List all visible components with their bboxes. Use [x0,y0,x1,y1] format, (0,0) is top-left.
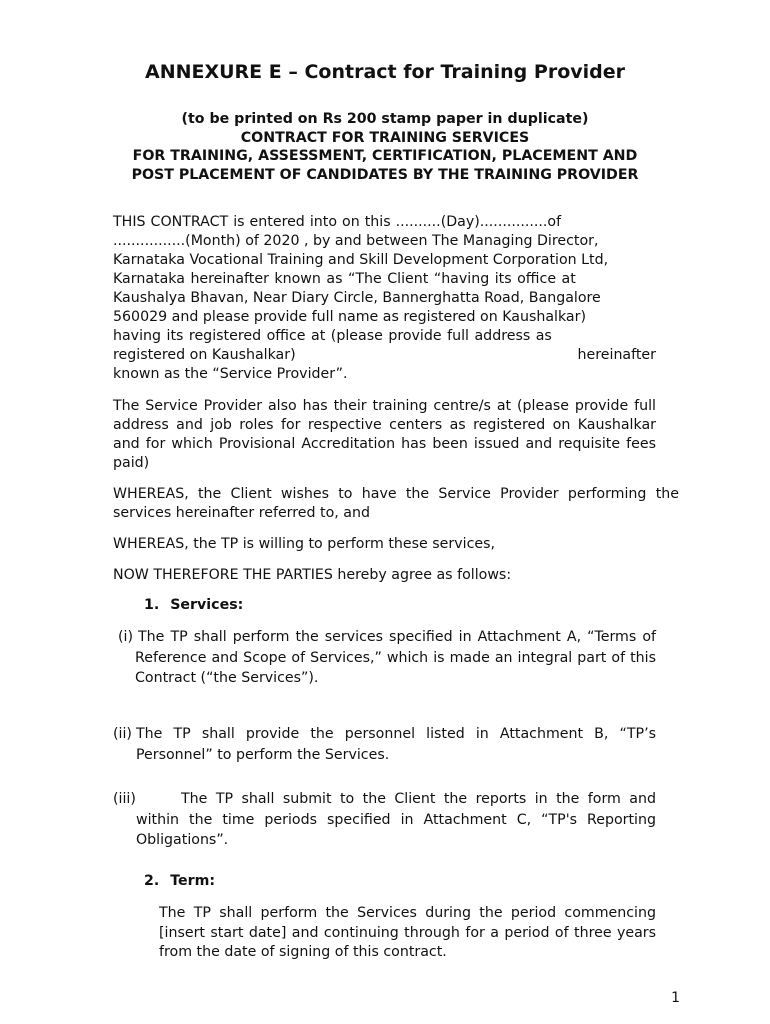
training-centres-paragraph: The Service Provider also has their training centre/s at (please provide full address and job roles for respective centers as registered on Kaushalkar and for which Provisional Accreditation has been issued and requisite fees paid) [113,398,656,471]
intro-paragraph [113,213,656,384]
item-text: The TP shall perform the services specified in Attachment A, “Terms of Reference and Scope of Services,” which is made an integral part of this Contract (“the Services”). [135,629,656,686]
whereas-tp-paragraph: WHEREAS, the TP is willing to perform these services, [113,536,496,552]
item-number: (iii) [113,791,136,807]
section-number: 1. [144,597,160,613]
section-title: Term: [170,873,216,889]
intro-line: Karnataka hereinafter known as “The Client “having its office at [113,271,576,287]
item-text: The TP shall submit to the Client the reports in the form and within the time periods specified in Attachment C, “TP's Reporting Obligations”. [136,791,656,848]
item-text: The TP shall provide the personnel listed in Attachment B, “TP’s Personnel” to perform the Services. [136,726,656,763]
contract-type-line: CONTRACT FOR TRAINING SERVICES [240,129,530,146]
section-title: Services: [170,597,244,613]
whereas-client-paragraph: WHEREAS, the Client wishes to have the Service Provider performing the services hereinafter referred to, and [113,486,679,521]
intro-line-start: registered on Kaushalkar) [113,347,296,363]
intro-line [113,346,656,365]
section-number: 2. [144,873,160,889]
page-number: 1 [671,990,680,1006]
contract-scope-line-1: FOR TRAINING, ASSESSMENT, CERTIFICATION, PLACEMENT AND [132,148,638,164]
item-number: (ii) [113,726,132,742]
service-item [113,789,656,851]
stamp-paper-note: (to be printed on Rs 200 stamp paper in duplicate) [181,111,589,127]
intro-line: known as the “Service Provider”. [113,366,348,382]
intro-line: THIS CONTRACT is entered into on this ..........(Day)...............of [113,214,562,230]
intro-line: ................(Month) of 2020 , by and between The Managing Director, [113,233,599,249]
section-1-heading [144,597,243,613]
contract-subheading [100,110,670,184]
service-item [113,724,656,765]
contract-scope-line-2: POST PLACEMENT OF CANDIDATES BY THE TRAINING PROVIDER [131,166,639,183]
now-therefore-paragraph: NOW THEREFORE THE PARTIES hereby agree as follows: [113,567,512,583]
section-2-heading [144,873,215,889]
item-number: (i) [118,629,134,645]
intro-line: having its registered office at (please provide full address as [113,328,552,344]
intro-line-end: hereinafter [577,347,656,363]
service-item [113,627,656,689]
intro-line: Kaushalya Bhavan, Near Diary Circle, Bannerghatta Road, Bangalore [113,290,601,306]
intro-line: Karnataka Vocational Training and Skill Development Corporation Ltd, [113,252,609,268]
term-paragraph: The TP shall perform the Services during the period commencing [insert start date] and continuing through for a period of three years from the date of signing of this contract. [159,905,656,960]
page-title: ANNEXURE E – Contract for Training Provider [144,61,626,83]
intro-line: 560029 and please provide full name as registered on Kaushalkar) [113,309,586,325]
